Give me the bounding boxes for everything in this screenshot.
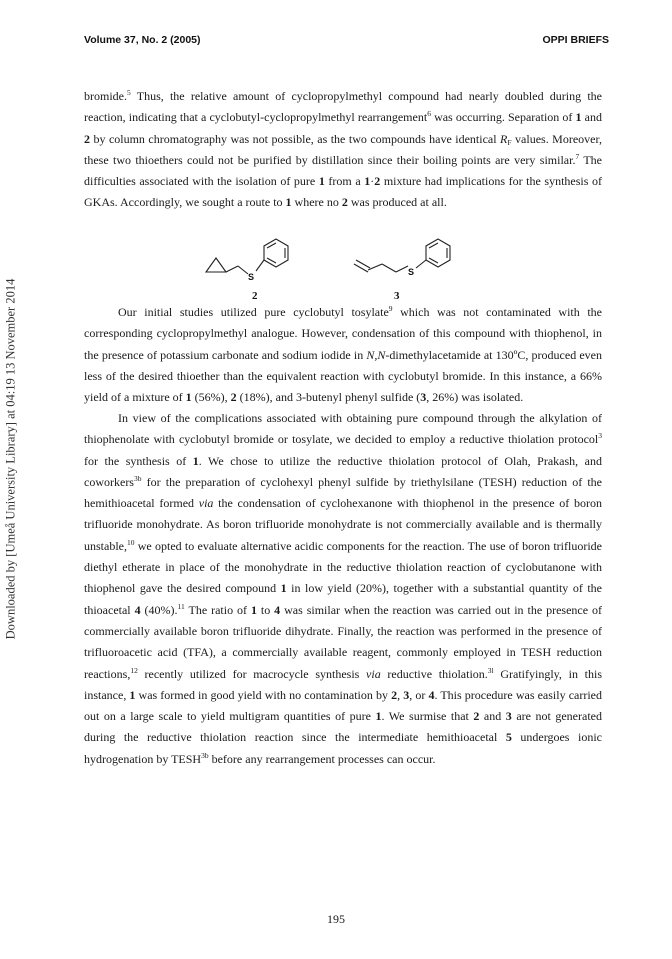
reference-3b: 3b <box>201 750 209 760</box>
text-run: Thus, the relative amount of cyclopropylmethyl compound had nearly doubled during the reaction, indicating that a cyclobutyl-cyclopropylmethyl rearrangement <box>84 89 602 125</box>
compound-2-label: 2 <box>252 290 258 302</box>
text-run: The ratio of <box>184 602 251 617</box>
reference-6: 6 <box>427 109 431 119</box>
compound-3-label: 3 <box>394 290 400 302</box>
text-run: Our initial studies utilized pure cyclobutyl tosylate <box>118 305 389 319</box>
text-run: 1 <box>192 453 199 468</box>
text-run: was formed in good yield with no contamination by <box>135 687 392 702</box>
text-run: 3 <box>403 687 410 702</box>
sulfur-atom-label: S <box>248 272 255 282</box>
text-run: bromide. <box>84 89 127 103</box>
text-run: , or <box>409 687 429 702</box>
text-run: 3 <box>505 709 512 724</box>
text-run: was produced at all. <box>347 195 447 210</box>
text-run: The difficulties associated with the isolation of pure <box>84 152 602 189</box>
text-run: to <box>256 602 275 617</box>
text-run: reductive thiolation. <box>380 666 488 681</box>
text-run: 2 <box>230 390 237 405</box>
text-run: 3 <box>420 390 427 405</box>
reference-7: 7 <box>575 151 580 161</box>
running-header-section: OPPI BRIEFS <box>542 34 609 46</box>
paragraph-3 <box>84 408 602 770</box>
text-run: 4 <box>428 687 435 702</box>
reference-5: 5 <box>127 88 131 97</box>
text-run: 1 <box>575 110 582 125</box>
reference-12: 12 <box>130 665 138 675</box>
text-run: 1 <box>375 709 382 724</box>
sulfur-atom-label: S <box>408 267 415 277</box>
text-run: 5 <box>505 730 512 745</box>
text-run: 1 <box>285 195 292 210</box>
text-run: via <box>366 666 381 681</box>
text-run: N,N <box>366 347 386 362</box>
text-run: 2 <box>84 131 90 146</box>
text-run: . This procedure was easily carried out on a large scale to yield multigram quantities of pure <box>84 687 603 724</box>
text-run: 4 <box>274 602 281 617</box>
text-run: was occurring. Separation of <box>430 110 576 125</box>
text-run: we opted to evaluate alternative acidic components for the reaction. The use of boron trifluoride diethyl etherate in place of the monohydrate in the reductive thiolation reaction of cyclobutanone with thiophenol gave the desired compound <box>84 538 602 596</box>
text-run: 1 <box>185 390 192 405</box>
subscript: F <box>507 137 512 147</box>
text-run: before any rearrangement processes can occur. <box>208 751 436 766</box>
download-watermark-text: Downloaded by [Umeå University Library] at 04:19 13 November 2014 <box>3 278 18 640</box>
text-run: from a <box>324 174 365 189</box>
reference-11: 11 <box>177 601 185 611</box>
paragraph-1 <box>84 86 602 214</box>
text-run: 4 <box>134 602 141 617</box>
text-run: which was not contaminated with the corresponding cyclopropylmethyl analogue. However, condensation of this compound with thiophenol, in the presence of potassium carbonate and sodium iodide in <box>84 305 602 362</box>
text-run: 2 <box>473 709 480 724</box>
text-run: for the synthesis of <box>84 453 193 468</box>
text-run: . We chose to utilize the reductive thiolation protocol of Olah, Prakash, and coworkers <box>84 453 602 489</box>
text-run: are not generated during the reductive thiolation reaction since the intermediate hemithioacetal <box>84 709 602 745</box>
text-run: 1 <box>364 174 371 189</box>
text-run: Gratifyingly, in this instance, <box>84 666 603 702</box>
text-run: , <box>397 687 404 702</box>
text-run: and <box>581 110 603 125</box>
text-run: In view of the complications associated with obtaining pure compound through the alkylation of thiophenolate with cyclobutyl bromide or tosylate, we decided to employ a reductive thiolation protocol <box>84 411 602 447</box>
paragraph-2 <box>84 302 602 408</box>
text-run: recently utilized for macrocycle synthesis <box>137 666 367 681</box>
text-run: for the preparation of cyclohexyl phenyl sulfide by triethylsilane (TESH) reduction of the hemithioacetal formed <box>84 474 602 511</box>
text-run: (18%), and 3-butenyl phenyl sulfide ( <box>236 390 421 405</box>
text-run: 1 <box>129 687 136 702</box>
page-number: 195 <box>327 912 345 926</box>
text-run: 2 <box>391 687 398 702</box>
text-run: and <box>479 709 506 724</box>
text-run: values. Moreover, these two thioethers could not be purified by distillation since their boiling points are very similar. <box>84 131 602 167</box>
running-header-volume: Volume 37, No. 2 (2005) <box>84 34 201 46</box>
structure-compound-2 <box>198 238 308 304</box>
text-run: -dimethylacetamide at 130ºC, produced even less of the desired thioether than the equivalent reaction with cyclobutyl bromide. In this instance, a 66% yield of a mixture of <box>84 347 603 405</box>
text-run: 2 <box>341 195 348 210</box>
text-run: 1 <box>318 174 325 189</box>
text-run: R <box>500 131 508 146</box>
text-run: 1 <box>280 581 287 596</box>
text-run: · <box>370 174 375 189</box>
reference-9: 9 <box>388 304 393 313</box>
text-run: (40%). <box>140 602 178 617</box>
text-run: the condensation of cyclohexanone with thiophenol in the presence of boron trifluoride monohydrate. As boron trifluoride monohydrate is not commercially available and is thermally unstable, <box>84 496 602 553</box>
text-run: was similar when the reaction was carried out in the presence of commercially available boron trifluoride dihydrate. Finally, the reaction was performed in the presence of trifluoroacetic acid (TFA), a commercially available reagent, commonly employed in TESH reduction reactions, <box>84 602 602 681</box>
text-run: . We surmise that <box>381 709 474 724</box>
text-run: (56%), <box>191 390 231 405</box>
text-run: 2 <box>374 174 381 189</box>
text-run: , 26%) was isolated. <box>426 390 524 405</box>
reference-10: 10 <box>127 537 135 547</box>
reference-3b: 3b <box>133 473 142 483</box>
text-run: 1 <box>250 602 257 617</box>
reference-3l: 3l <box>487 665 494 675</box>
text-run: where no <box>291 195 342 210</box>
text-run: by column chromatography was not possible, as the two compounds have identical <box>90 131 501 146</box>
structure-compound-3 <box>350 238 480 304</box>
reference-3: 3 <box>598 431 602 441</box>
download-watermark <box>2 244 20 674</box>
text-run: via <box>198 496 214 511</box>
text-run: undergoes ionic hydrogenation by TESH <box>84 730 602 766</box>
text-run: in low yield (20%), together with a substantial quantity of the thioacetal <box>84 581 602 617</box>
text-run: mixture had implications for the synthesis of GKAs. Accordingly, we sought a route to <box>84 174 602 210</box>
